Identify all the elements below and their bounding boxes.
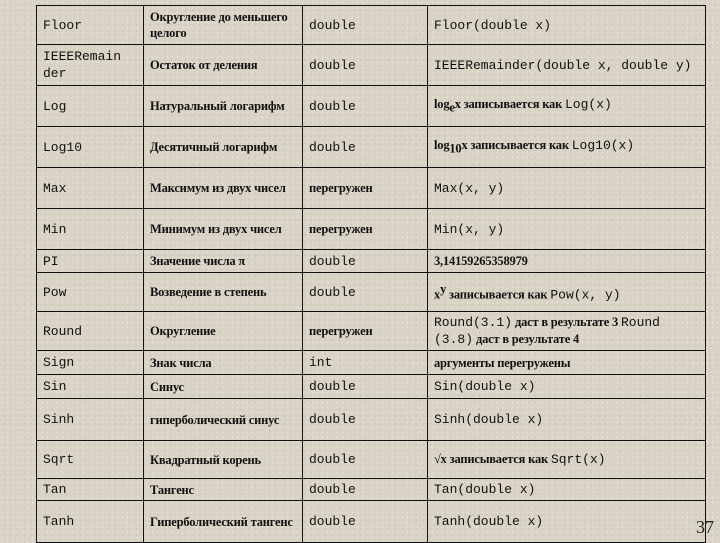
table-row <box>37 351 706 375</box>
usage-cell <box>428 6 706 45</box>
function-name-cell <box>37 312 144 351</box>
usage-text: даст в результате 4 <box>473 332 580 346</box>
function-name-cell <box>37 6 144 45</box>
table-row <box>37 86 706 127</box>
function-name-cell <box>37 375 144 399</box>
return-type-text: double <box>309 139 356 155</box>
usage-text: Sin(double x) <box>434 379 536 394</box>
usage-text: Log10(x) <box>571 138 635 154</box>
description-text: Значение числа π <box>150 254 246 268</box>
return-type-text: double <box>309 514 356 529</box>
table-row <box>37 312 706 351</box>
usage-text: Pow(x, y) <box>550 287 621 303</box>
usage-text: x записывается как <box>461 138 572 153</box>
function-name-text: Pow <box>43 284 67 300</box>
math-functions-table <box>36 5 706 543</box>
usage-cell <box>428 273 706 312</box>
return-type-cell <box>303 273 428 312</box>
description-text: Синус <box>150 379 184 394</box>
description-text: Минимум из двух чисел <box>150 222 282 236</box>
function-name-text: Min <box>43 221 67 237</box>
function-name-cell <box>37 351 144 375</box>
return-type-text: double <box>309 379 356 394</box>
usage-cell <box>428 441 706 479</box>
function-name-cell <box>37 501 144 543</box>
return-type-cell <box>303 501 428 543</box>
description-text: Округление <box>150 324 216 338</box>
return-type-text: double <box>309 452 356 467</box>
usage-text: Log(x) <box>565 97 612 113</box>
function-name-text: Log <box>43 98 67 114</box>
usage-text: x записывается как <box>454 97 565 112</box>
function-name-cell <box>37 86 144 127</box>
return-type-cell <box>303 45 428 86</box>
return-type-cell <box>303 399 428 441</box>
usage-cell <box>428 479 706 501</box>
return-type-text: double <box>309 17 356 33</box>
description-cell <box>144 45 303 86</box>
return-type-cell <box>303 168 428 209</box>
page-number: 37 <box>696 517 714 537</box>
function-name-cell <box>37 250 144 273</box>
return-type-text: double <box>309 57 356 73</box>
usage-text: Floor(double x) <box>434 17 552 33</box>
usage-cell <box>428 375 706 399</box>
return-type-text: перегружен <box>309 181 373 195</box>
table-row <box>37 375 706 399</box>
usage-cell <box>428 168 706 209</box>
description-text: Тангенс <box>150 482 194 497</box>
description-text: Знак числа <box>150 355 212 370</box>
table-row <box>37 6 706 45</box>
usage-text: Tan(double x) <box>434 482 536 497</box>
table-row <box>37 441 706 479</box>
function-name-text: Sign <box>43 355 75 370</box>
description-text: Натуральный логарифм <box>150 99 285 113</box>
table-row <box>37 399 706 441</box>
function-name-text: IEEERemain der <box>43 49 122 81</box>
description-cell <box>144 501 303 543</box>
description-cell <box>144 168 303 209</box>
table-row <box>37 127 706 168</box>
function-name-cell <box>37 127 144 168</box>
function-name-cell <box>37 168 144 209</box>
return-type-text: double <box>309 98 356 114</box>
usage-cell <box>428 209 706 250</box>
return-type-cell <box>303 479 428 501</box>
usage-text: y <box>440 281 447 296</box>
usage-text: Round (3.8) <box>434 315 660 347</box>
description-cell <box>144 441 303 479</box>
usage-text: даст в результате 3 <box>512 315 621 329</box>
function-name-cell <box>37 479 144 501</box>
description-text: Остаток от деления <box>150 58 258 72</box>
usage-text: log <box>434 138 450 153</box>
usage-cell <box>428 399 706 441</box>
table-row <box>37 250 706 273</box>
table-row <box>37 273 706 312</box>
usage-text: Sinh(double x) <box>434 412 544 427</box>
description-cell <box>144 86 303 127</box>
return-type-text: перегружен <box>309 324 373 338</box>
usage-text: Min(x, y) <box>434 221 505 237</box>
return-type-cell <box>303 127 428 168</box>
function-name-text: Tan <box>43 482 67 497</box>
return-type-text: double <box>309 482 356 497</box>
table-row <box>37 479 706 501</box>
function-name-cell <box>37 273 144 312</box>
usage-cell <box>428 45 706 86</box>
usage-text: 3,14159265358979 <box>434 254 528 268</box>
usage-cell <box>428 351 706 375</box>
function-name-text: Max <box>43 180 67 196</box>
usage-text: e <box>449 100 455 115</box>
return-type-text: double <box>309 253 356 269</box>
function-name-text: Floor <box>43 17 83 33</box>
function-name-text: Tanh <box>43 514 75 529</box>
return-type-cell <box>303 312 428 351</box>
description-text: Максимум из двух чисел <box>150 181 286 195</box>
function-name-text: Round <box>43 323 83 339</box>
return-type-text: перегружен <box>309 222 373 236</box>
return-type-cell <box>303 441 428 479</box>
return-type-cell <box>303 250 428 273</box>
description-cell <box>144 6 303 45</box>
return-type-cell <box>303 375 428 399</box>
usage-cell <box>428 312 706 351</box>
usage-cell <box>428 250 706 273</box>
description-text: Округление до меньшего целого <box>150 10 288 40</box>
description-cell <box>144 209 303 250</box>
function-name-cell <box>37 45 144 86</box>
usage-text: аргументы перегружены <box>434 355 571 370</box>
description-text: Десятичный логарифм <box>150 140 278 154</box>
description-text: гиперболический синус <box>150 412 280 427</box>
return-type-cell <box>303 6 428 45</box>
return-type-text: double <box>309 284 356 300</box>
description-cell <box>144 250 303 273</box>
function-name-text: Log10 <box>43 139 83 155</box>
function-name-cell <box>37 209 144 250</box>
usage-cell <box>428 501 706 543</box>
usage-text: записывается как <box>446 287 551 302</box>
description-cell <box>144 399 303 441</box>
description-cell <box>144 127 303 168</box>
description-cell <box>144 479 303 501</box>
usage-text: √x записывается как <box>434 452 551 466</box>
function-name-cell <box>37 399 144 441</box>
usage-text: Sqrt(x) <box>550 452 606 467</box>
usage-text: 10 <box>449 141 462 156</box>
function-name-text: Sqrt <box>43 452 75 467</box>
usage-cell <box>428 127 706 168</box>
table-row <box>37 501 706 543</box>
description-cell <box>144 351 303 375</box>
description-cell <box>144 312 303 351</box>
function-name-text: PI <box>43 253 59 269</box>
usage-text: log <box>434 97 450 112</box>
usage-cell <box>428 86 706 127</box>
table-row <box>37 209 706 250</box>
description-text: Возведение в степень <box>150 285 267 299</box>
return-type-text: int <box>309 355 333 370</box>
table-row <box>37 45 706 86</box>
description-cell <box>144 273 303 312</box>
usage-text: x <box>434 287 441 302</box>
return-type-text: double <box>309 412 356 427</box>
return-type-cell <box>303 209 428 250</box>
return-type-cell <box>303 351 428 375</box>
usage-text: Round(3.1) <box>434 315 513 330</box>
usage-text: Max(x, y) <box>434 180 505 196</box>
function-name-text: Sinh <box>43 412 75 427</box>
description-text: Гиперболический тангенс <box>150 514 293 529</box>
usage-text: Tanh(double x) <box>434 514 544 529</box>
usage-text: IEEERemainder(double x, double y) <box>434 57 692 73</box>
description-text: Квадратный корень <box>150 452 261 467</box>
table-row <box>37 168 706 209</box>
return-type-cell <box>303 86 428 127</box>
description-cell <box>144 375 303 399</box>
function-name-text: Sin <box>43 379 67 394</box>
function-name-cell <box>37 441 144 479</box>
